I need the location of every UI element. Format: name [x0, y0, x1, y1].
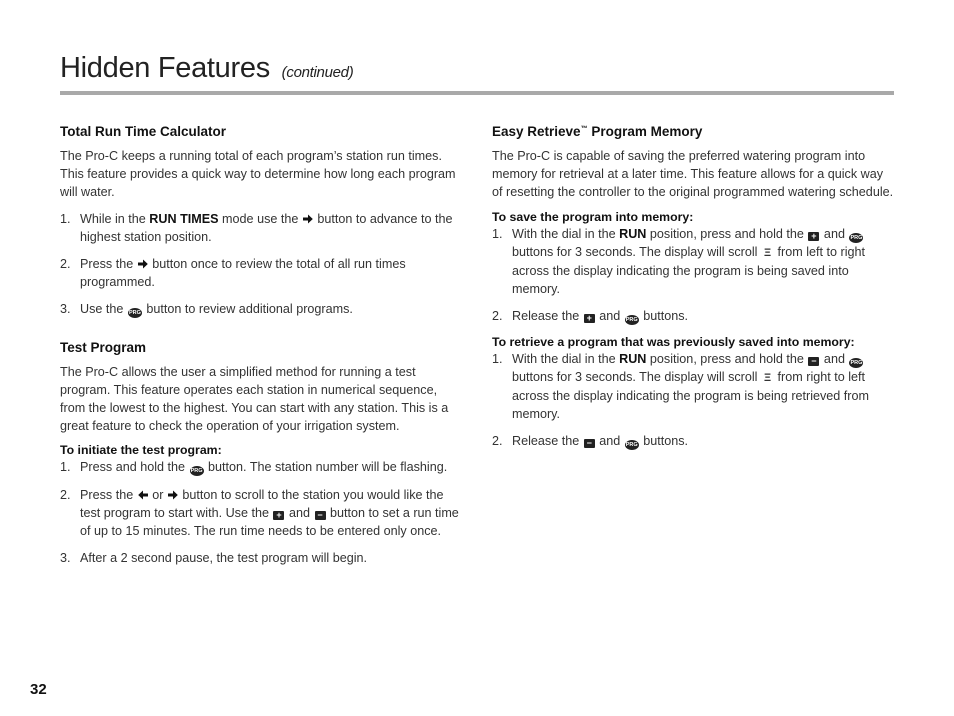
prg-button-icon: PRG	[850, 234, 863, 241]
scroll-bars-icon: Ξ	[763, 371, 772, 384]
step-text: button. The station number will be flashing.	[204, 460, 448, 475]
step-text: With the dial in the	[512, 226, 620, 241]
retrieve-subheading: To retrieve a program that was previously saved into memory:	[492, 334, 855, 349]
step-text: buttons for 3 seconds. The display will scroll	[512, 369, 761, 384]
step-number: 2.	[492, 309, 503, 324]
save-subheading: To save the program into memory:	[492, 209, 694, 224]
prg-button-icon: PRG	[850, 359, 863, 366]
step-text: or	[148, 487, 167, 502]
step-number: 3.	[60, 551, 71, 566]
step-text: button to review additional programs.	[142, 302, 353, 317]
run-keyword: RUN	[619, 351, 647, 366]
easy-retrieve-heading	[492, 124, 897, 139]
run-keyword: RUN	[619, 226, 647, 241]
left-arrow-icon	[138, 490, 148, 500]
run-time-steps	[60, 210, 465, 319]
run-time-step-3	[60, 300, 465, 318]
step-number: 2.	[60, 487, 71, 502]
step-text: buttons.	[639, 434, 689, 449]
step-text: buttons.	[639, 309, 689, 324]
right-arrow-icon	[168, 490, 178, 500]
prg-button-icon: PRG	[625, 442, 638, 449]
heading-text: Program Memory	[587, 124, 703, 139]
plus-button-icon: +	[808, 232, 819, 241]
step-text: Release the	[512, 434, 583, 449]
run-time-step-1	[60, 210, 465, 246]
run-time-intro: The Pro-C keeps a running total of each program’s station run times. This feature provides a quick way to determine how long each program will water.	[60, 149, 456, 200]
minus-button-icon: −	[584, 439, 595, 448]
step-text: position, press and hold the	[646, 351, 808, 366]
step-text: Press the	[80, 487, 137, 502]
left-column	[60, 124, 465, 576]
step-number: 3.	[60, 302, 71, 317]
test-program-steps	[60, 458, 465, 567]
step-text: button to set a run time of up to 15 minutes. The run time needs to be entered only once.	[80, 505, 459, 539]
prg-button-icon: PRG	[128, 310, 141, 317]
step-text: While in the	[80, 211, 150, 226]
heading-text: Easy Retrieve	[492, 124, 581, 139]
run-time-step-2	[60, 255, 465, 291]
prg-button-icon: PRG	[190, 468, 203, 475]
step-text: and	[820, 226, 849, 241]
step-text: and	[285, 505, 314, 520]
test-program-intro: The Pro-C allows the user a simplified method for running a test program. This feature operates each station in numerical sequence, from the lowest to the highest. You can start with any station. This is a great feature to check the operation of your irrigation system.	[60, 364, 449, 434]
step-number: 1.	[492, 351, 503, 366]
step-number: 2.	[60, 257, 71, 272]
step-text: from right to left across the display indicating the program is being retrieved from memory.	[512, 369, 869, 422]
minus-button-icon: −	[808, 357, 819, 366]
step-number: 2.	[492, 434, 503, 449]
step-number: 1.	[492, 226, 503, 241]
step-text: Release the	[512, 309, 583, 324]
test-program-step-2	[60, 486, 465, 541]
step-text: and	[595, 434, 624, 449]
save-step-1	[492, 225, 897, 299]
easy-retrieve-intro: The Pro-C is capable of saving the preferred watering program into memory for retrieval at a later time. This feature allows for a quick way of resetting the controller to the original programmed watering schedule.	[492, 149, 894, 200]
step-text: After a 2 second pause, the test program will begin.	[80, 551, 368, 566]
step-text: buttons for 3 seconds. The display will scroll	[512, 244, 761, 259]
retrieve-step-2	[492, 432, 897, 450]
step-text: Use the	[80, 302, 127, 317]
retrieve-step-1	[492, 350, 897, 424]
step-text: from left to right across the display indicating the program is being saved into memory.	[512, 244, 866, 297]
page-number: 32	[30, 681, 47, 698]
right-arrow-icon	[303, 214, 313, 224]
right-column	[492, 124, 897, 460]
step-text: button once to review the total of all run times programmed.	[80, 257, 406, 290]
save-step-2	[492, 307, 897, 325]
step-text: and	[820, 351, 849, 366]
step-number: 1.	[60, 211, 71, 226]
minus-button-icon: −	[315, 511, 326, 520]
scroll-bars-icon: Ξ	[763, 246, 772, 259]
page-title-text: Hidden Features	[60, 52, 270, 84]
step-text: With the dial in the	[512, 351, 620, 366]
test-program-subheading: To initiate the test program:	[60, 443, 222, 458]
plus-button-icon: +	[273, 511, 284, 520]
run-times-keyword: RUN TIMES	[149, 211, 219, 226]
step-text: button to scroll to the station you would like the test program to start with. Use the	[80, 487, 444, 520]
step-number: 1.	[60, 460, 71, 475]
step-text: and	[595, 309, 624, 324]
right-arrow-icon	[138, 259, 148, 269]
step-text: button to advance to the highest station position.	[80, 211, 453, 244]
title-divider	[60, 91, 894, 95]
step-text: position, press and hold the	[646, 226, 808, 241]
save-steps	[492, 225, 897, 326]
test-program-step-1	[60, 458, 465, 476]
page-title-suffix: (continued)	[281, 64, 354, 81]
test-program-heading: Test Program	[60, 339, 147, 355]
plus-button-icon: +	[584, 314, 595, 323]
step-text: mode use the	[218, 211, 302, 226]
page-title	[60, 52, 353, 85]
trademark-mark: ™	[580, 125, 588, 133]
step-text: Press and hold the	[80, 460, 189, 475]
retrieve-steps	[492, 350, 897, 451]
prg-button-icon: PRG	[625, 317, 638, 324]
run-time-heading: Total Run Time Calculator	[60, 124, 227, 139]
step-text: Press the	[80, 257, 137, 272]
test-program-step-3	[60, 549, 465, 567]
